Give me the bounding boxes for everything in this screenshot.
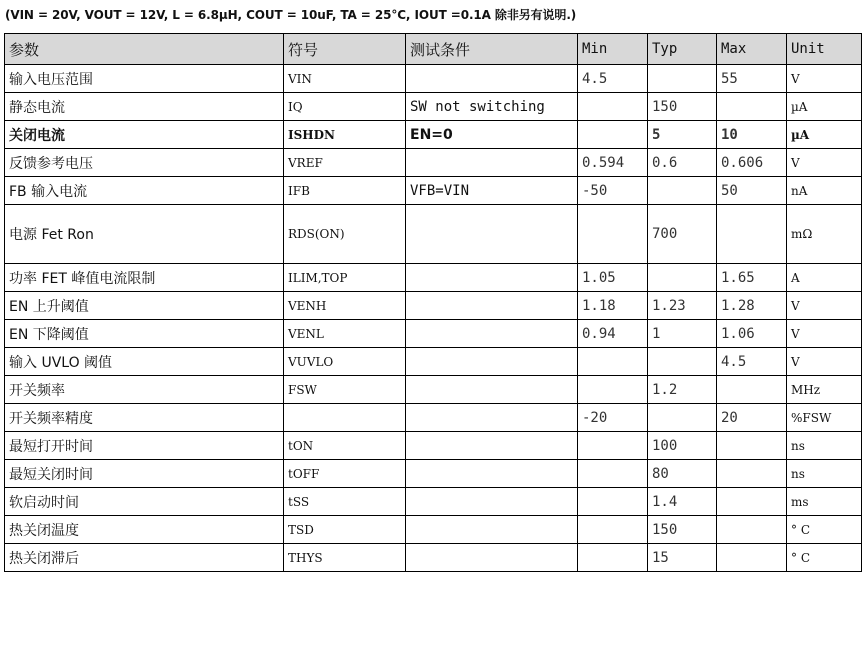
table-row [5,488,862,516]
cell-symbol: tOFF [284,460,406,488]
cell-symbol: RDS(ON) [284,205,406,264]
cell-condition [406,149,578,177]
cell-param: 最短打开时间 [5,432,284,460]
table-row [5,205,862,264]
table-row [5,544,862,572]
cell-max: 4.5 [717,348,787,376]
table-row [5,432,862,460]
table-row [5,264,862,292]
cell-symbol: VENL [284,320,406,348]
cell-min [578,93,648,121]
cell-param: 反馈参考电压 [5,149,284,177]
cell-unit: V [787,320,862,348]
header-unit: Unit [787,34,862,65]
cell-condition [406,544,578,572]
cell-condition: VFB=VIN [406,177,578,205]
cell-typ [648,264,717,292]
header-typ: Typ [648,34,717,65]
cell-unit: V [787,348,862,376]
table-row [5,516,862,544]
cell-symbol: VENH [284,292,406,320]
cell-typ: 1.23 [648,292,717,320]
cell-param: 关闭电流 [5,121,284,149]
cell-unit: ms [787,488,862,516]
table-row [5,404,862,432]
cell-unit: µA [787,121,862,149]
cell-param: 输入 UVLO 阈值 [5,348,284,376]
table-row [5,93,862,121]
cell-symbol: VIN [284,65,406,93]
cell-max: 1.65 [717,264,787,292]
table-row [5,320,862,348]
cell-min [578,488,648,516]
cell-condition [406,460,578,488]
cell-min [578,205,648,264]
electrical-characteristics-table [4,33,862,572]
cell-unit: ns [787,432,862,460]
cell-min [578,544,648,572]
cell-condition [406,488,578,516]
cell-param: 静态电流 [5,93,284,121]
cell-min: 1.05 [578,264,648,292]
table-header-row [5,34,862,65]
cell-min: -20 [578,404,648,432]
cell-typ [648,404,717,432]
cell-unit: µA [787,93,862,121]
cell-max: 20 [717,404,787,432]
cell-typ: 100 [648,432,717,460]
cell-symbol: VUVLO [284,348,406,376]
cell-symbol: TSD [284,516,406,544]
cell-condition [406,292,578,320]
cell-max: 50 [717,177,787,205]
table-row [5,376,862,404]
cell-max [717,460,787,488]
cell-param: EN 上升阈值 [5,292,284,320]
cell-min [578,516,648,544]
cell-symbol [284,404,406,432]
cell-unit: mΩ [787,205,862,264]
cell-typ [648,65,717,93]
cell-typ: 150 [648,93,717,121]
cell-max: 0.606 [717,149,787,177]
cell-unit: A [787,264,862,292]
cell-condition [406,432,578,460]
cell-typ: 15 [648,544,717,572]
cell-condition: SW not switching [406,93,578,121]
cell-param: FB 输入电流 [5,177,284,205]
cell-max [717,516,787,544]
cell-unit: %FSW [787,404,862,432]
cell-unit: MHz [787,376,862,404]
cell-min: 1.18 [578,292,648,320]
cell-condition [406,264,578,292]
cell-symbol: ISHDN [284,121,406,149]
cell-condition [406,516,578,544]
cell-min [578,348,648,376]
cell-unit: V [787,149,862,177]
cell-unit: V [787,292,862,320]
cell-param: 开关频率 [5,376,284,404]
cell-typ: 150 [648,516,717,544]
cell-typ: 80 [648,460,717,488]
cell-condition [406,320,578,348]
cell-max [717,432,787,460]
cell-min [578,432,648,460]
table-row [5,348,862,376]
header-max: Max [717,34,787,65]
cell-condition [406,348,578,376]
cell-unit: ° C [787,516,862,544]
cell-param: 最短关闭时间 [5,460,284,488]
cell-max: 1.28 [717,292,787,320]
cell-min: 0.594 [578,149,648,177]
table-row [5,292,862,320]
header-symbol: 符号 [284,34,406,65]
cell-condition [406,376,578,404]
cell-condition: EN=0 [406,121,578,149]
cell-condition [406,404,578,432]
cell-symbol: IFB [284,177,406,205]
cell-typ: 5 [648,121,717,149]
cell-param: 功率 FET 峰值电流限制 [5,264,284,292]
cell-symbol: VREF [284,149,406,177]
cell-typ: 1 [648,320,717,348]
cell-symbol: tSS [284,488,406,516]
cell-max [717,205,787,264]
cell-symbol: IQ [284,93,406,121]
cell-param: 软启动时间 [5,488,284,516]
cell-param: EN 下降阈值 [5,320,284,348]
cell-typ [648,177,717,205]
cell-max: 10 [717,121,787,149]
cell-param: 热关闭滞后 [5,544,284,572]
cell-typ: 1.2 [648,376,717,404]
cell-unit: nA [787,177,862,205]
cell-min [578,121,648,149]
cell-symbol: ILIM,TOP [284,264,406,292]
cell-typ: 700 [648,205,717,264]
cell-symbol: FSW [284,376,406,404]
cell-param: 热关闭温度 [5,516,284,544]
cell-max: 1.06 [717,320,787,348]
cell-typ: 0.6 [648,149,717,177]
table-row [5,149,862,177]
cell-unit: V [787,65,862,93]
cell-min: 0.94 [578,320,648,348]
cell-max [717,376,787,404]
cell-max [717,544,787,572]
cell-min [578,376,648,404]
header-condition: 测试条件 [406,34,578,65]
table-row [5,65,862,93]
cell-condition [406,65,578,93]
cell-max [717,93,787,121]
table-row [5,177,862,205]
table-caption: (VIN = 20V, VOUT = 12V, L = 6.8µH, COUT = 10uF, TA = 25°C, IOUT =0.1A 除非另有说明.) [5,8,577,22]
cell-min: -50 [578,177,648,205]
cell-symbol: THYS [284,544,406,572]
table-row [5,460,862,488]
table-row [5,121,862,149]
cell-symbol: tON [284,432,406,460]
cell-min: 4.5 [578,65,648,93]
cell-unit: ° C [787,544,862,572]
cell-param: 电源 Fet Ron [5,205,284,264]
cell-min [578,460,648,488]
cell-param: 输入电压范围 [5,65,284,93]
cell-typ [648,348,717,376]
cell-condition [406,205,578,264]
cell-typ: 1.4 [648,488,717,516]
cell-max: 55 [717,65,787,93]
cell-max [717,488,787,516]
cell-unit: ns [787,460,862,488]
header-param: 参数 [5,34,284,65]
header-min: Min [578,34,648,65]
cell-param: 开关频率精度 [5,404,284,432]
